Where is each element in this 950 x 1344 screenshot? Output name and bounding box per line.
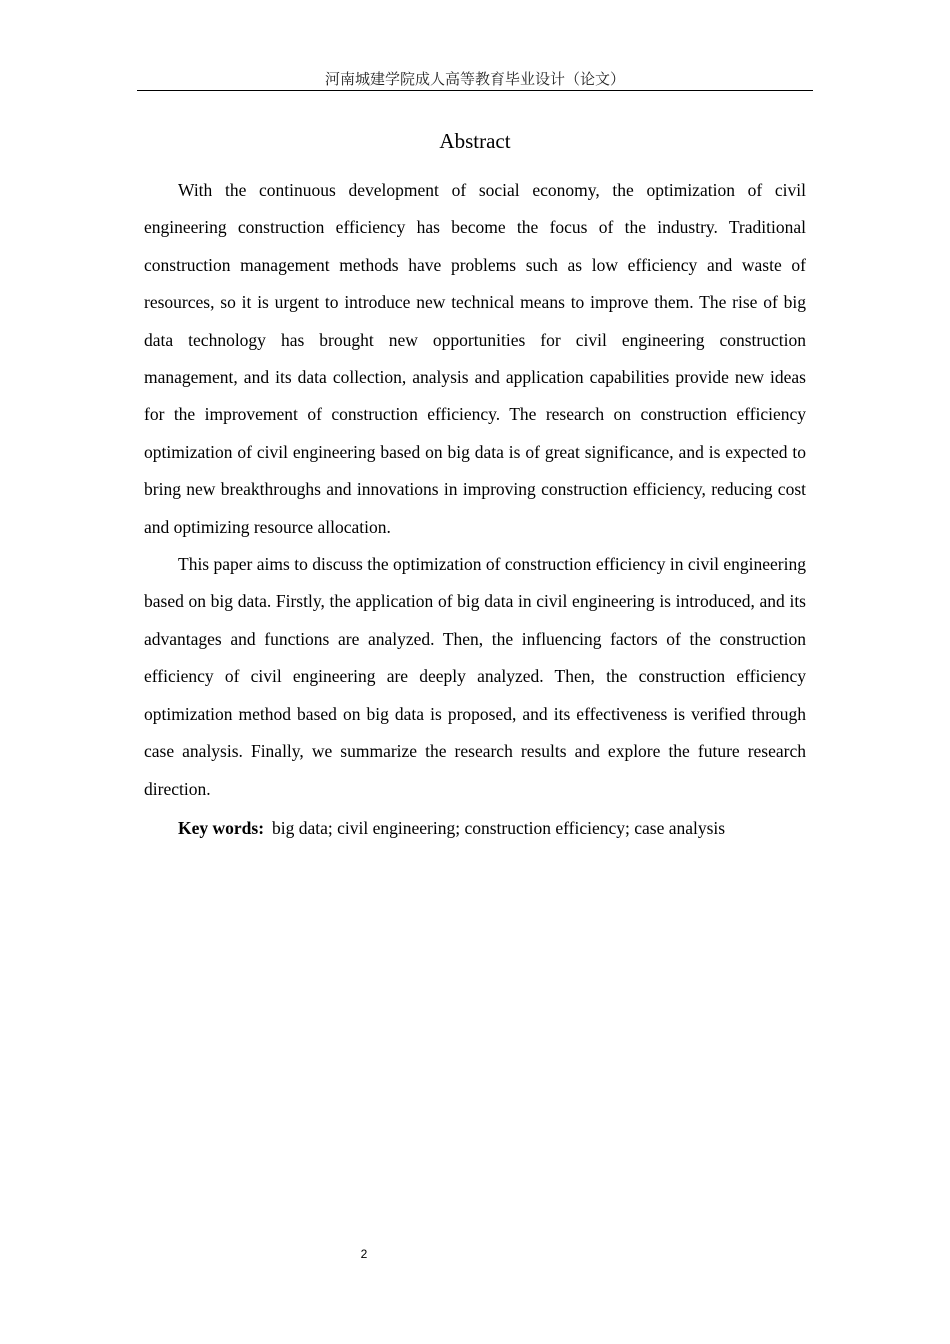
abstract-paragraph-2: This paper aims to discuss the optimization of construction efficiency in civil engineering based on big data. Firstly, the application of big data in civil engineering is introduced, and its advantages and functions are analyzed. Then, the influencing factors of the construction efficiency of civil engineering are deeply analyzed. Then, the construction efficiency optimization method based on big data is proposed, and its effectiveness is verified through case analysis. Finally, we summarize the research results and explore the future research direction. bbox=[144, 554, 806, 799]
page-header bbox=[137, 68, 813, 91]
abstract-body bbox=[144, 172, 806, 847]
keywords-line bbox=[144, 810, 806, 847]
abstract-title: Abstract bbox=[439, 129, 511, 153]
keywords-label: Key words: bbox=[178, 817, 265, 838]
abstract-paragraph-1: With the continuous development of social economy, the optimization of civil engineering construction efficiency has become the focus of the industry. Traditional construction management methods have problems such as low efficiency and waste of resources, so it is urgent to introduce new technical means to improve them. The rise of big data technology has brought new opportunities for civil engineering construction management, and its data collection, analysis and application capabilities provide new ideas for the improvement of construction efficiency. The research on construction efficiency optimization of civil engineering based on big data is of great significance, and is expected to bring new breakthroughs and innovations in improving construction efficiency, reducing cost and optimizing resource allocation. bbox=[144, 180, 806, 537]
header-text: 河南城建学院成人高等教育毕业设计（论文） bbox=[324, 70, 625, 88]
page-number: 2 bbox=[360, 1247, 368, 1261]
keywords-text: big data; civil engineering; construction efficiency; case analysis bbox=[272, 817, 726, 838]
